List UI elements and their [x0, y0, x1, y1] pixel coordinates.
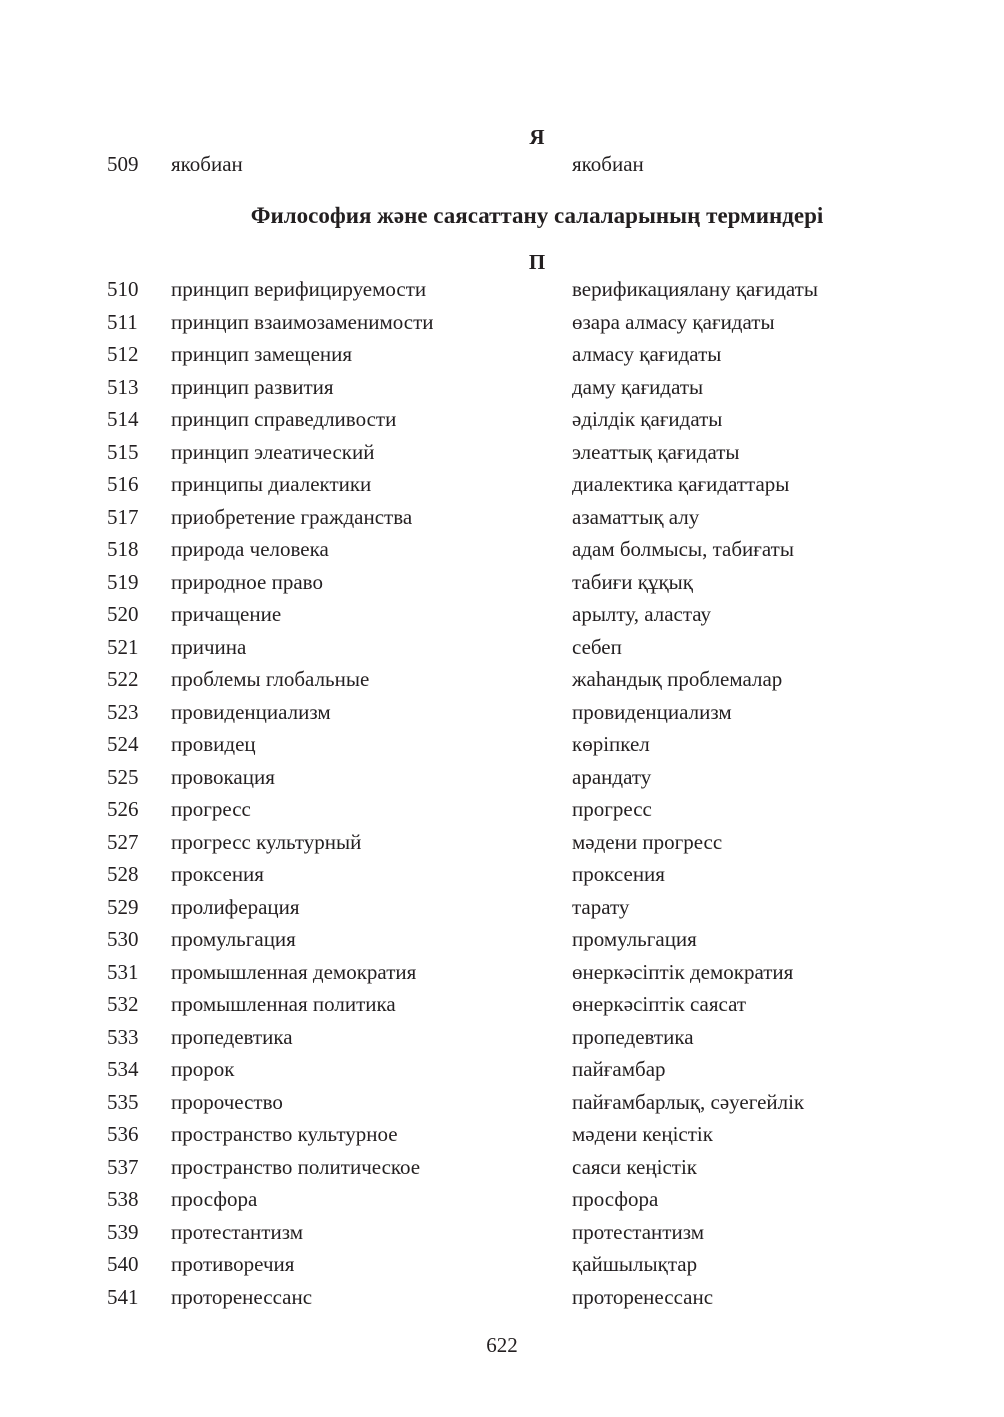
term-kazakh: көріпкел [572, 732, 650, 756]
term-russian: причащение [171, 602, 282, 626]
term-row [0, 763, 1004, 795]
page-number: 622 [486, 1333, 518, 1357]
term-russian: пророчество [171, 1090, 283, 1114]
term-row [0, 990, 1004, 1022]
section-letter-ya: Я [529, 125, 545, 149]
term-number: 537 [107, 1155, 139, 1179]
term-russian: причина [171, 635, 247, 659]
term-kazakh: алмасу қағидаты [572, 342, 722, 366]
term-kazakh: өзара алмасу қағидаты [572, 310, 775, 334]
term-row [0, 1055, 1004, 1087]
term-kazakh: проксения [572, 862, 665, 886]
term-number: 511 [107, 310, 138, 334]
term-kazakh: адам болмысы, табиғаты [572, 537, 794, 561]
term-russian: провокация [171, 765, 275, 789]
term-kazakh: өнеркәсіптік демократия [572, 960, 794, 984]
term-row [0, 438, 1004, 470]
term-russian: проторенессанс [171, 1285, 313, 1309]
term-row [0, 405, 1004, 437]
term-russian: противоречия [171, 1252, 295, 1276]
term-russian: природное право [171, 570, 323, 594]
term-russian: принцип верифицируемости [171, 277, 427, 301]
term-number: 518 [107, 537, 139, 561]
term-russian: принцип элеатический [171, 440, 375, 464]
term-number: 516 [107, 472, 139, 496]
term-russian: промышленная демократия [171, 960, 417, 984]
term-kazakh: мәдени прогресс [572, 830, 723, 854]
term-row [0, 665, 1004, 697]
term-russian: провидец [171, 732, 256, 756]
term-kazakh: пропедевтика [572, 1025, 694, 1049]
term-row [0, 860, 1004, 892]
term-russian: прогресс [171, 797, 251, 821]
term-russian: промышленная политика [171, 992, 396, 1016]
term-row [0, 925, 1004, 957]
term-number: 513 [107, 375, 139, 399]
term-number: 536 [107, 1122, 139, 1146]
term-number: 514 [107, 407, 139, 431]
term-kazakh: өнеркәсіптік саясат [572, 992, 747, 1016]
term-number: 534 [107, 1057, 139, 1081]
term-number: 519 [107, 570, 139, 594]
term-row [0, 828, 1004, 860]
term-kazakh: азаматтық алу [572, 505, 700, 529]
term-russian: пролиферация [171, 895, 300, 919]
term-russian: проблемы глобальные [171, 667, 370, 691]
term-number: 526 [107, 797, 139, 821]
term-number: 528 [107, 862, 139, 886]
term-russian: пророк [171, 1057, 235, 1081]
section-letter-p: П [528, 250, 546, 274]
term-number: 533 [107, 1025, 139, 1049]
term-kazakh: арандату [572, 765, 652, 789]
term-row [0, 308, 1004, 340]
term-row [0, 1023, 1004, 1055]
term-number: 529 [107, 895, 139, 919]
term-number: 517 [107, 505, 139, 529]
term-russian: пространство культурное [171, 1122, 398, 1146]
term-row [0, 275, 1004, 307]
term-number: 512 [107, 342, 139, 366]
term-number: 540 [107, 1252, 139, 1276]
term-row [0, 795, 1004, 827]
term-russian: промульгация [171, 927, 296, 951]
term-row [0, 568, 1004, 600]
term-number: 530 [107, 927, 139, 951]
term-kazakh: протестантизм [572, 1220, 704, 1244]
term-kazakh: арылту, аластау [572, 602, 712, 626]
term-kazakh: элеаттық қағидаты [572, 440, 740, 464]
term-row [0, 535, 1004, 567]
term-row [0, 1120, 1004, 1152]
term-row [0, 958, 1004, 990]
term-row [0, 1088, 1004, 1120]
term-number: 522 [107, 667, 139, 691]
term-number: 532 [107, 992, 139, 1016]
term-russian: принцип справедливости [171, 407, 397, 431]
term-kazakh: мәдени кеңістік [572, 1122, 713, 1146]
term-kazakh: табиғи құқық [572, 570, 693, 594]
term-number: 515 [107, 440, 139, 464]
term-row [0, 893, 1004, 925]
section-title: Философия және саясаттану салаларының терминдері [250, 203, 824, 228]
term-kazakh: даму қағидаты [572, 375, 704, 399]
term-kazakh: жаһандық проблемалар [572, 667, 783, 691]
term-kazakh: әділдік қағидаты [572, 407, 723, 431]
term-kazakh: верификациялану қағидаты [572, 277, 818, 301]
term-row [0, 633, 1004, 665]
term-russian: пространство политическое [171, 1155, 421, 1179]
term-russian: пропедевтика [171, 1025, 293, 1049]
term-russian: приобретение гражданства [171, 505, 413, 529]
term-row [0, 698, 1004, 730]
term-number: 527 [107, 830, 139, 854]
term-number: 524 [107, 732, 139, 756]
term-row [0, 1218, 1004, 1250]
term-row [0, 1153, 1004, 1185]
term-russian: протестантизм [171, 1220, 303, 1244]
term-number: 525 [107, 765, 139, 789]
term-number: 509 [107, 152, 139, 176]
term-russian: провиденциализм [171, 700, 331, 724]
term-russian: принцип замещения [171, 342, 353, 366]
term-row [0, 503, 1004, 535]
term-russian: якобиан [171, 152, 243, 176]
term-number: 535 [107, 1090, 139, 1114]
term-number: 541 [107, 1285, 139, 1309]
term-number: 531 [107, 960, 139, 984]
term-number: 523 [107, 700, 139, 724]
term-kazakh: себеп [572, 635, 622, 659]
term-russian: принцип взаимозаменимости [171, 310, 434, 334]
term-row [0, 1185, 1004, 1217]
term-kazakh: просфора [572, 1187, 659, 1211]
term-row [0, 340, 1004, 372]
term-kazakh: саяси кеңістік [572, 1155, 697, 1179]
term-number: 521 [107, 635, 139, 659]
term-row [0, 470, 1004, 502]
term-number: 520 [107, 602, 139, 626]
term-number: 539 [107, 1220, 139, 1244]
term-kazakh: якобиан [572, 152, 644, 176]
term-row [0, 1250, 1004, 1282]
term-number: 510 [107, 277, 139, 301]
term-russian: прогресс культурный [171, 830, 362, 854]
term-row [0, 150, 1004, 182]
term-kazakh: промульгация [572, 927, 697, 951]
term-row [0, 373, 1004, 405]
term-russian: просфора [171, 1187, 258, 1211]
term-kazakh: тарату [572, 895, 630, 919]
term-kazakh: пайғамбар [572, 1057, 666, 1081]
term-russian: природа человека [171, 537, 329, 561]
term-kazakh: пайғамбарлық, сәуегейлік [572, 1090, 805, 1114]
term-russian: принципы диалектики [171, 472, 372, 496]
term-russian: принцип развития [171, 375, 334, 399]
term-kazakh: қайшылықтар [572, 1252, 698, 1276]
term-kazakh: диалектика қағидаттары [572, 472, 790, 496]
term-row [0, 730, 1004, 762]
term-number: 538 [107, 1187, 139, 1211]
term-row [0, 1283, 1004, 1315]
term-row [0, 600, 1004, 632]
term-kazakh: проторенессанс [572, 1285, 714, 1309]
term-kazakh: провиденциализм [572, 700, 732, 724]
term-kazakh: прогресс [572, 797, 652, 821]
term-russian: проксения [171, 862, 264, 886]
